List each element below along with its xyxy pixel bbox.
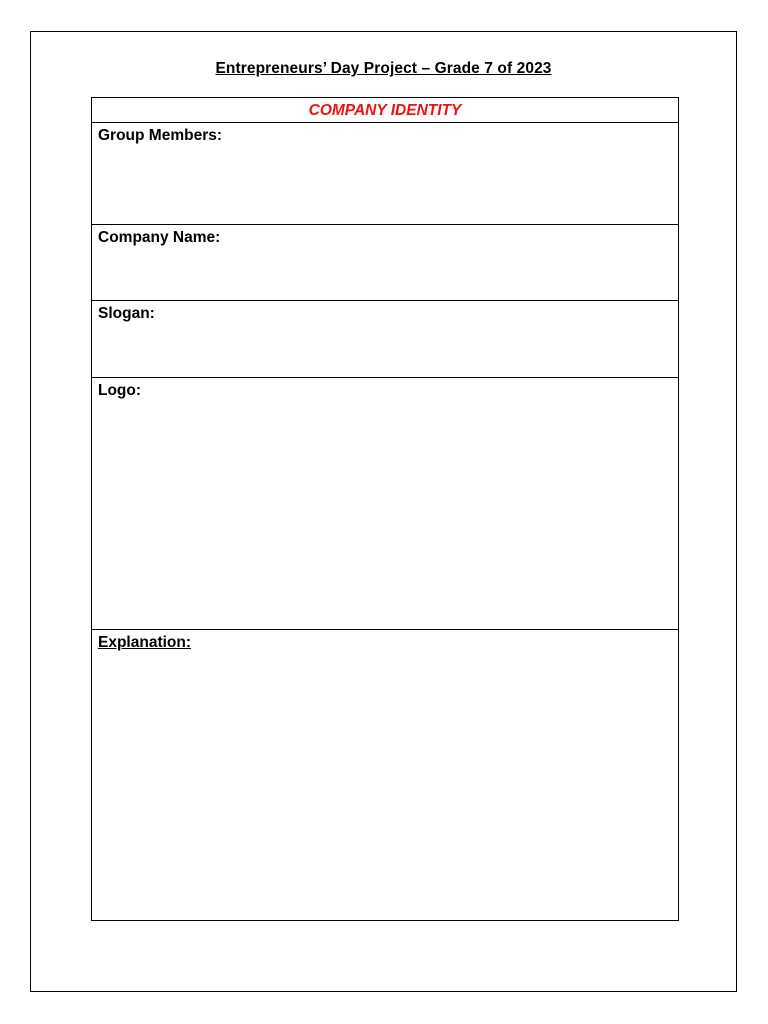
company-name-field[interactable] — [92, 225, 678, 301]
company-name-label: Company Name: — [98, 229, 221, 246]
slogan-field[interactable] — [92, 301, 678, 378]
document-page — [30, 31, 737, 992]
group-members-field[interactable] — [92, 123, 678, 225]
slogan-label: Slogan: — [98, 305, 155, 322]
company-identity-table — [91, 97, 679, 921]
group-members-label: Group Members: — [98, 127, 223, 144]
table-header: COMPANY IDENTITY — [92, 98, 678, 123]
explanation-field[interactable] — [92, 630, 678, 920]
document-title: Entrepreneurs’ Day Project – Grade 7 of 2023 — [215, 60, 552, 77]
logo-label: Logo: — [98, 382, 142, 399]
logo-field[interactable] — [92, 378, 678, 630]
explanation-label: Explanation: — [98, 634, 192, 651]
